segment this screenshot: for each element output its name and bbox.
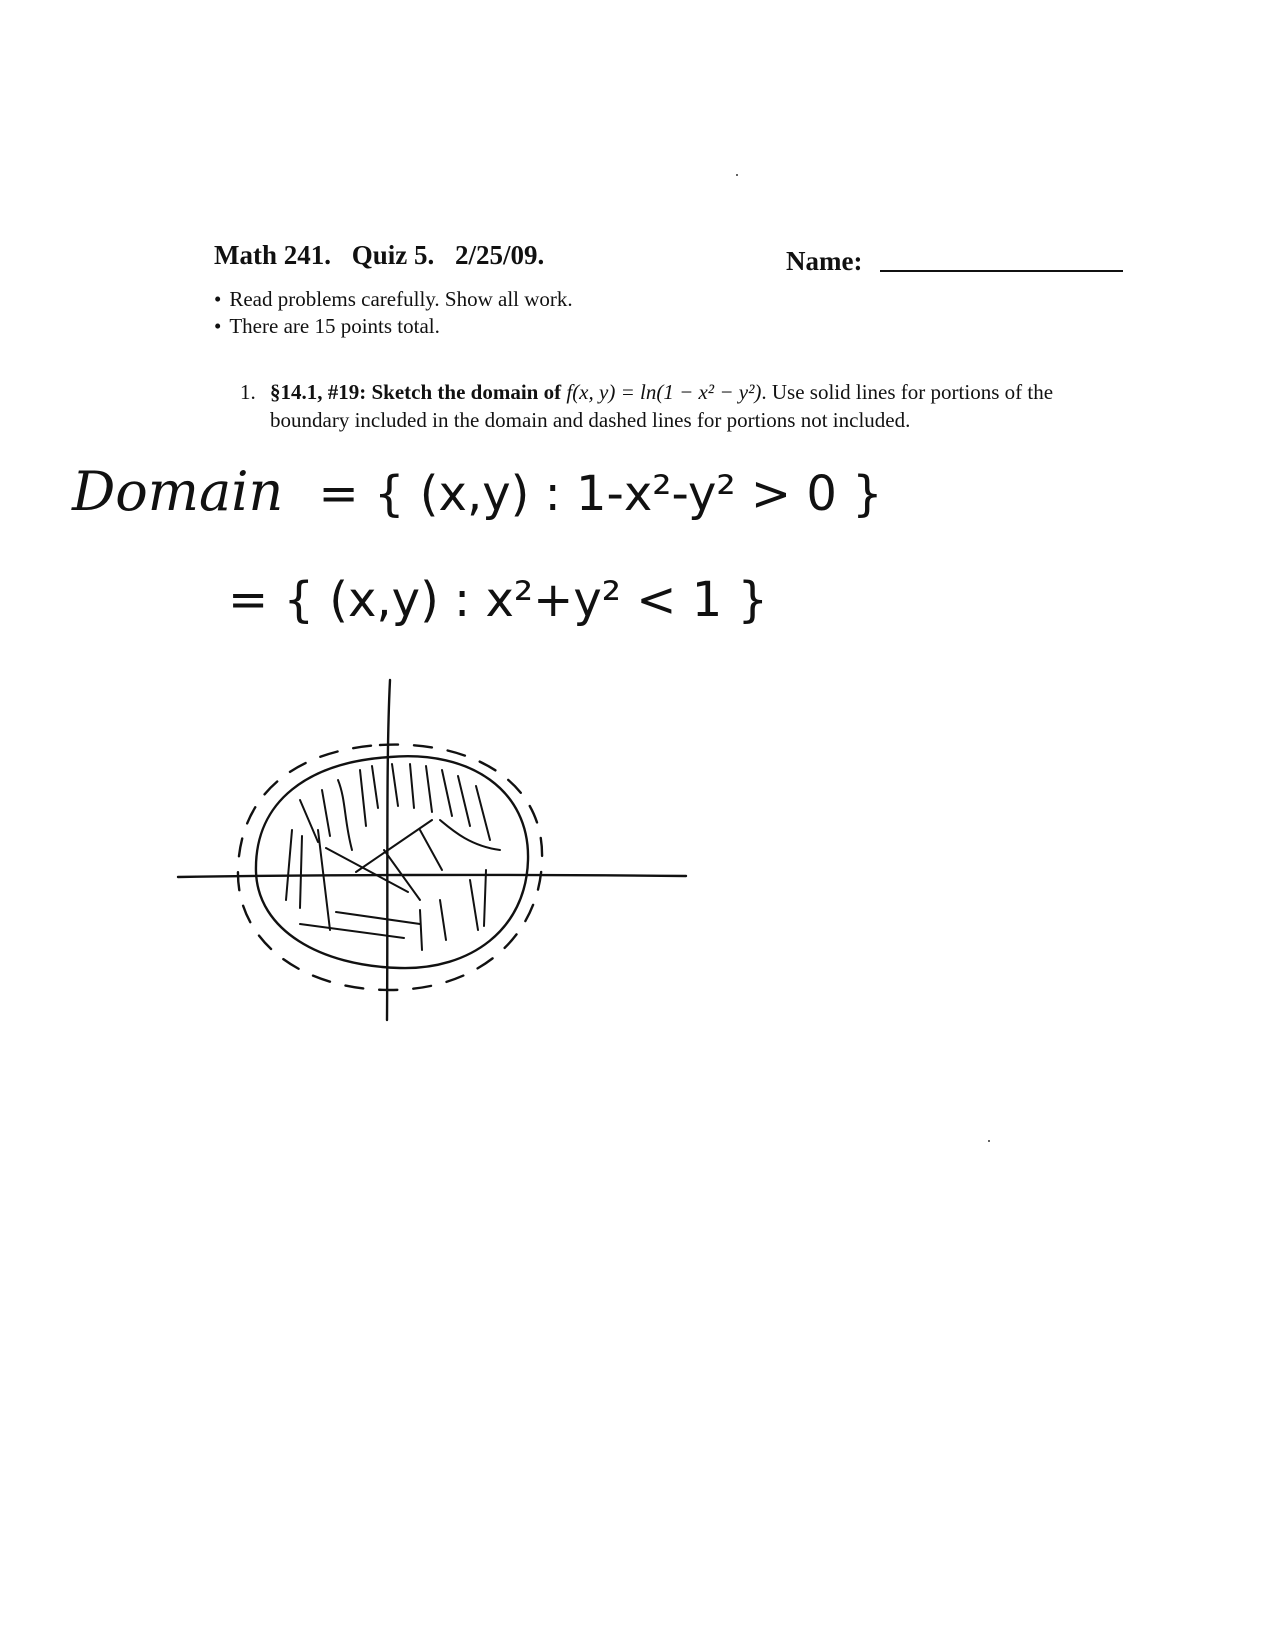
problem-text-tail: . Use solid lines for portions of the boundary included in the domain and dashed lines for portions not included. [270,380,1054,432]
handwritten-set-1: = { (x,y) : 1-x²-y² > 0 } [318,466,883,522]
shading-strokes [286,764,500,950]
scan-speck [736,174,738,176]
handwritten-set-2: = { (x,y) : x²+y² < 1 } [228,572,769,628]
problem-number: 1. [240,380,256,404]
problem-reference: §14.1, #19: [270,380,367,404]
instruction-item: • There are 15 points total. [214,313,573,340]
quiz-label: Quiz 5. [351,240,435,270]
scan-speck [988,1140,990,1142]
handwritten-domain-word: Domain [72,460,284,523]
instruction-item: • Read problems carefully. Show all work. [214,286,573,313]
name-label: Name: [786,246,863,276]
course-label: Math 241. [214,240,331,270]
problem-text-lead: Sketch the domain of [371,380,562,404]
quiz-date: 2/25/09. [455,240,545,270]
problem-function: f(x, y) = ln(1 − x² − y²) [566,380,762,404]
dashed-boundary [238,745,542,990]
x-axis [178,875,686,877]
